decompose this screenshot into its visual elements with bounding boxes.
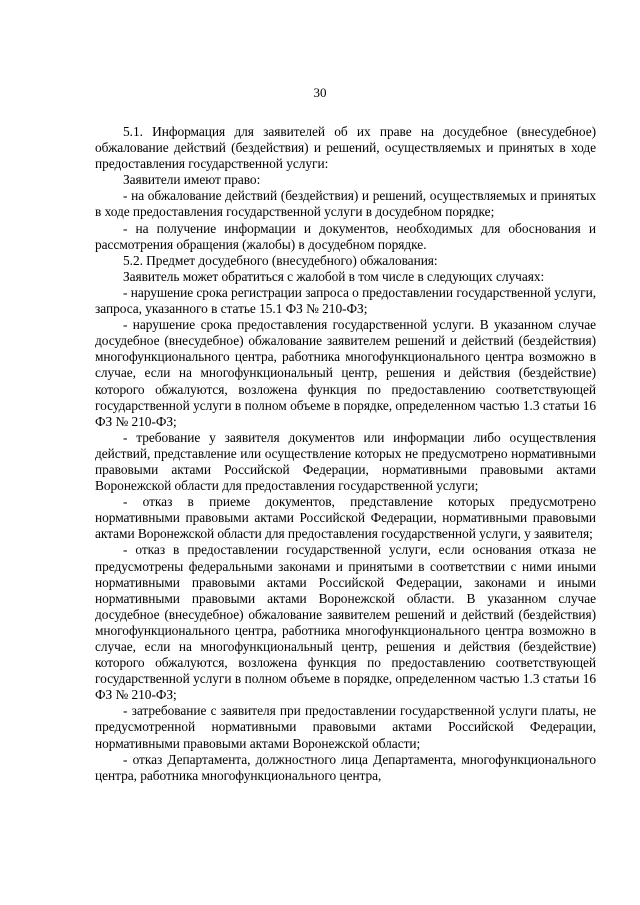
complaint-case-registration-delay: - нарушение срока регистрации запроса о предоставлении государственной услуги, запроса, указанного в статье 15.1 ФЗ № 210-ФЗ;	[95, 284, 596, 317]
applicants-rights-intro: Заявители имеют право:	[123, 172, 261, 188]
page-number: 30	[313, 85, 327, 100]
section-5-1-heading: 5.1. Информация для заявителей об их праве на досудебное (внесудебное) обжалование действий (бездействия) и решений, осуществляемых и принятых в ходе предоставления государственной услуги:	[95, 124, 596, 172]
complaint-case-extra-documents: - требование у заявителя документов или информации либо осуществления действий, представление или осуществление которых не предусмотрено нормативными правовыми актами Российской Федерации, нормативными правовыми актами Воронежской области для предоставления государственной услуги;	[95, 429, 596, 494]
right-to-appeal-item: - на обжалование действий (бездействия) и решений, осуществляемых и принятых в ходе предоставления государственной услуги в досудебном порядке;	[95, 188, 596, 220]
complaint-case-service-delay: - нарушение срока предоставления государственной услуги. В указанном случае досудебное (внесудебное) обжалование заявителем решений и действий (бездействия) многофункционального центра, работника многофункционального центра возможно в случае, если на многофункциональный центр, решения и действия (бездействие) которого обжалуются, возложена функция по предоставлению соответствующей государственной услуги в полном объеме в порядке, определенном частью 1.3 статьи 16 ФЗ № 210-ФЗ;	[95, 317, 596, 429]
complaint-case-document-refusal: - отказ в приеме документов, представление которых предусмотрено нормативными правовыми актами Российской Федерации, нормативными правовыми актами Воронежской области для предоставления государственной услуги, у заявителя;	[95, 494, 596, 542]
section-5-2-heading: 5.2. Предмет досудебного (внесудебного) обжалования:	[123, 252, 438, 268]
complaint-case-service-refusal: - отказ в предоставлении государственной услуги, если основания отказа не предусмотрены федеральными законами и принятыми в соответствии с ними иными нормативными правовыми актами Российской Федерации, законами и иными нормативными правовыми актами Воронежской области. В указанном случае досудебное (внесудебное) обжалование заявителем решений и действий (бездействия) многофункционального центра, работника многофункционального центра возможно в случае, если на многофункциональный центр, решения и действия (бездействие) которого обжалуются, возложена функция по предоставлению соответствующей государственной услуги в полном объеме в порядке, определенном частью 1.3 статьи 16 ФЗ № 210-ФЗ;	[95, 542, 596, 703]
document-body	[95, 124, 596, 784]
complaint-case-department-refusal: - отказ Департамента, должностного лица Департамента, многофункционального центра, работника многофункционального центра,	[95, 751, 596, 783]
right-to-information-item: - на получение информации и документов, необходимых для обоснования и рассмотрения обращения (жалобы) в досудебном порядке.	[95, 220, 596, 252]
complaint-cases-intro: Заявитель может обратиться с жалобой в том числе в следующих случаях:	[123, 268, 545, 284]
complaint-case-unlawful-fee: - затребование с заявителя при предоставлении государственной услуги платы, не предусмотренной нормативными правовыми актами Российской Федерации, нормативными правовыми актами Воронежской области;	[95, 703, 596, 751]
